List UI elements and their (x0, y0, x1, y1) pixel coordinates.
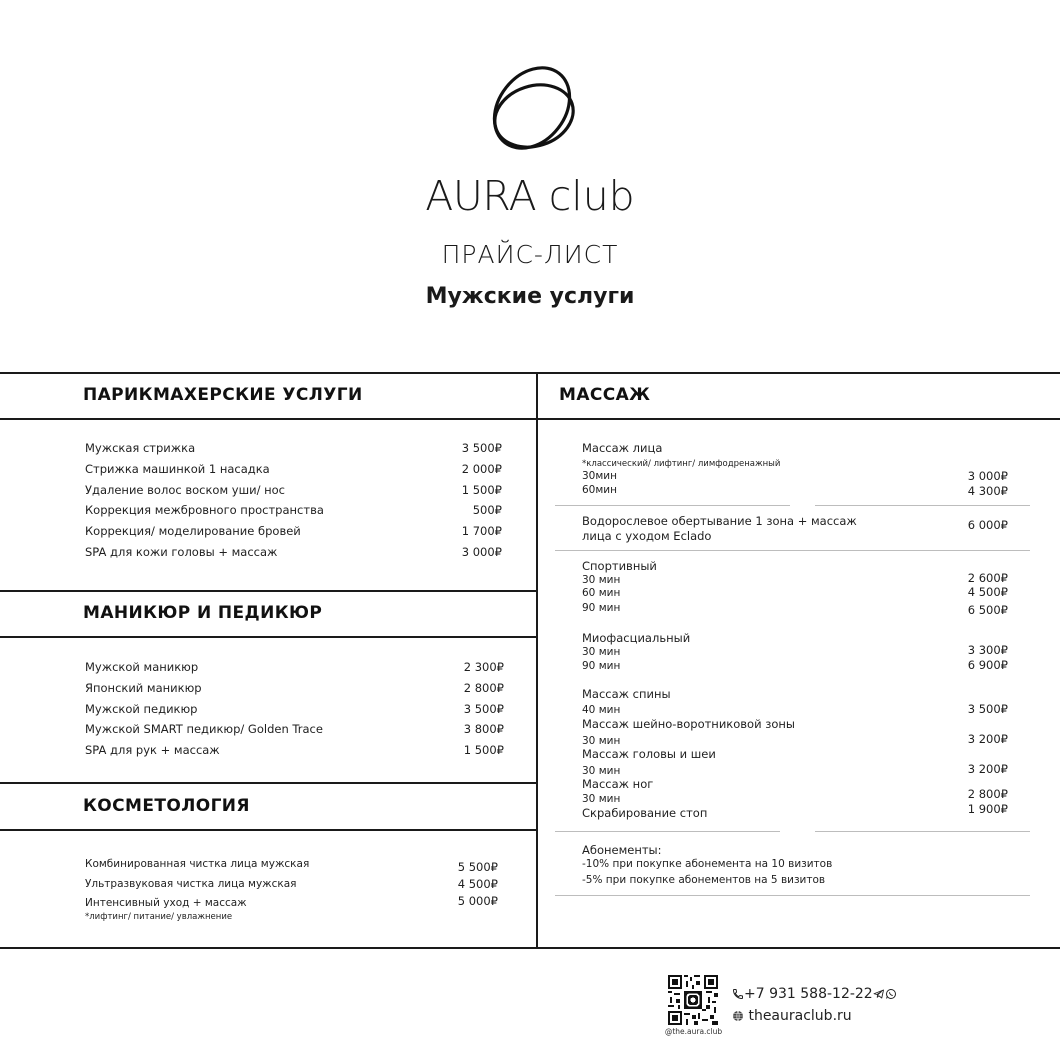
website-link[interactable]: theauraclub.ru (748, 1008, 852, 1024)
list-item-name: Комбинированная чистка лица мужская (85, 858, 310, 870)
list-item-price: 4 300₽ (967, 484, 1008, 498)
qr-code-icon[interactable] (668, 975, 718, 1025)
contact-website[interactable] (732, 1008, 852, 1024)
whatsapp-icon[interactable] (885, 988, 897, 1000)
list-item-price: 1 500₽ (461, 483, 502, 497)
list-item-note: *классический/ лифтинг/ лимфодренажный (582, 459, 781, 469)
list-item-duration: 30 мин (582, 735, 621, 747)
list-item-price: 4 500₽ (967, 585, 1008, 599)
massage-separator (555, 505, 790, 506)
list-item-name: лица с уходом Eclado (582, 529, 712, 543)
list-item-name: Коррекция межбровного пространства (85, 503, 324, 517)
list-item-price: 5 500₽ (457, 860, 498, 874)
list-item-price: 1 900₽ (967, 802, 1008, 816)
list-item-price: 3 300₽ (967, 643, 1008, 657)
list-item-price: 3 200₽ (967, 732, 1008, 746)
list-item-name: Массаж шейно-воротниковой зоны (582, 717, 795, 731)
subscriptions-title: Абонементы: (582, 843, 662, 857)
list-item-duration: 90 мин (582, 660, 621, 672)
section-title-cosmetology: КОСМЕТОЛОГИЯ (83, 796, 250, 816)
list-item-price: 3 800₽ (463, 722, 504, 736)
list-item-name: Удаление волос воском уши/ нос (85, 483, 285, 497)
list-item-duration: 30 мин (582, 574, 621, 586)
massage-separator (555, 895, 1030, 896)
subscriptions-line: -10% при покупке абонемента на 10 визитов (582, 858, 833, 870)
aura-logo-icon (482, 60, 582, 160)
list-item-price: 3 500₽ (463, 702, 504, 716)
list-item-price: 3 000₽ (461, 545, 502, 559)
list-item-price: 3 000₽ (967, 469, 1008, 483)
list-item-name: Скрабирование стоп (582, 806, 708, 820)
page-title: ПРАЙС-ЛИСТ (441, 240, 619, 269)
list-item-name: Мужской маникюр (85, 660, 199, 674)
manicure-top-line (0, 590, 536, 592)
list-item-price: 3 500₽ (461, 441, 502, 455)
list-item-name: Ультразвуковая чистка лица мужская (85, 878, 297, 890)
list-item-price: 1 500₽ (463, 743, 504, 757)
table-bottom-border (0, 947, 1060, 949)
list-item-price: 2 800₽ (463, 681, 504, 695)
list-item-name: Водорослевое обертывание 1 зона + массаж (582, 514, 857, 528)
phone-number: +7 931 588-12-22 (744, 986, 873, 1002)
list-item-name: Массаж лица (582, 441, 663, 455)
list-item-price: 1 700₽ (461, 524, 502, 538)
list-item-duration: 30 мин (582, 646, 621, 658)
list-item-price: 2 000₽ (461, 462, 502, 476)
list-item-name: SPA для кожи головы + массаж (85, 545, 278, 559)
hair-header-line (0, 418, 536, 420)
list-item-price: 5 000₽ (457, 894, 498, 908)
massage-header-line (536, 418, 1060, 420)
list-item-duration: 30 мин (582, 793, 621, 805)
list-item-duration: 60мин (582, 484, 617, 496)
contact-phone[interactable] (732, 986, 897, 1002)
column-divider (536, 372, 538, 948)
list-item-name: Массаж головы и шеи (582, 747, 716, 761)
brand-main: AURA (425, 172, 537, 220)
massage-separator (555, 831, 780, 832)
table-top-border (0, 372, 1060, 374)
list-item-name: Стрижка машинкой 1 насадка (85, 462, 270, 476)
list-item-price: 2 300₽ (463, 660, 504, 674)
qr-caption: @the.aura.club (664, 1027, 723, 1036)
list-item-name: Мужская стрижка (85, 441, 196, 455)
massage-separator (555, 550, 1030, 551)
section-title-hair: ПАРИКМАХЕРСКИЕ УСЛУГИ (83, 385, 363, 405)
list-item-price: 3 500₽ (967, 702, 1008, 716)
list-item-price: 4 500₽ (457, 877, 498, 891)
list-item-name: Интенсивный уход + массаж (85, 897, 247, 909)
list-item-name: Мужской педикюр (85, 702, 198, 716)
list-item-price: 6 900₽ (967, 658, 1008, 672)
list-item-duration: 40 мин (582, 704, 621, 716)
list-item-name: Массаж ног (582, 777, 654, 791)
list-item-price: 2 600₽ (967, 571, 1008, 585)
list-item-price: 6 000₽ (967, 518, 1008, 532)
list-item-name: SPA для рук + массаж (85, 743, 220, 757)
list-item-price: 2 800₽ (967, 787, 1008, 801)
cosmetology-header-line (0, 829, 536, 831)
brand-club: club (548, 172, 635, 220)
brand-name (0, 172, 1060, 220)
massage-separator (815, 505, 1030, 506)
phone-icon (732, 988, 744, 1000)
list-item-price: 3 200₽ (967, 762, 1008, 776)
section-title-manicure: МАНИКЮР И ПЕДИКЮР (83, 603, 323, 623)
section-title-massage: МАССАЖ (559, 385, 651, 405)
list-item-duration: 30мин (582, 470, 617, 482)
list-item-duration: 60 мин (582, 587, 621, 599)
list-item-price: 6 500₽ (967, 603, 1008, 617)
list-item-note: *лифтинг/ питание/ увлажнение (85, 912, 233, 922)
telegram-icon[interactable] (873, 988, 885, 1000)
list-item-name: Массаж спины (582, 687, 671, 701)
list-item-duration: 30 мин (582, 765, 621, 777)
list-item-duration: 90 мин (582, 602, 621, 614)
subscriptions-line: -5% при покупке абонементов на 5 визитов (582, 874, 826, 886)
list-item-name: Мужской SMART педикюр/ Golden Trace (85, 722, 323, 736)
page-subtitle: Мужские услуги (425, 284, 635, 309)
list-item-price: 500₽ (472, 503, 502, 517)
list-item-name: Коррекция/ моделирование бровей (85, 524, 301, 538)
list-item-name: Японский маникюр (85, 681, 202, 695)
globe-icon (732, 1010, 744, 1022)
massage-separator (815, 831, 1030, 832)
cosmetology-top-line (0, 782, 536, 784)
list-item-name: Миофасциальный (582, 631, 691, 645)
manicure-header-line (0, 636, 536, 638)
list-item-name: Спортивный (582, 559, 657, 573)
